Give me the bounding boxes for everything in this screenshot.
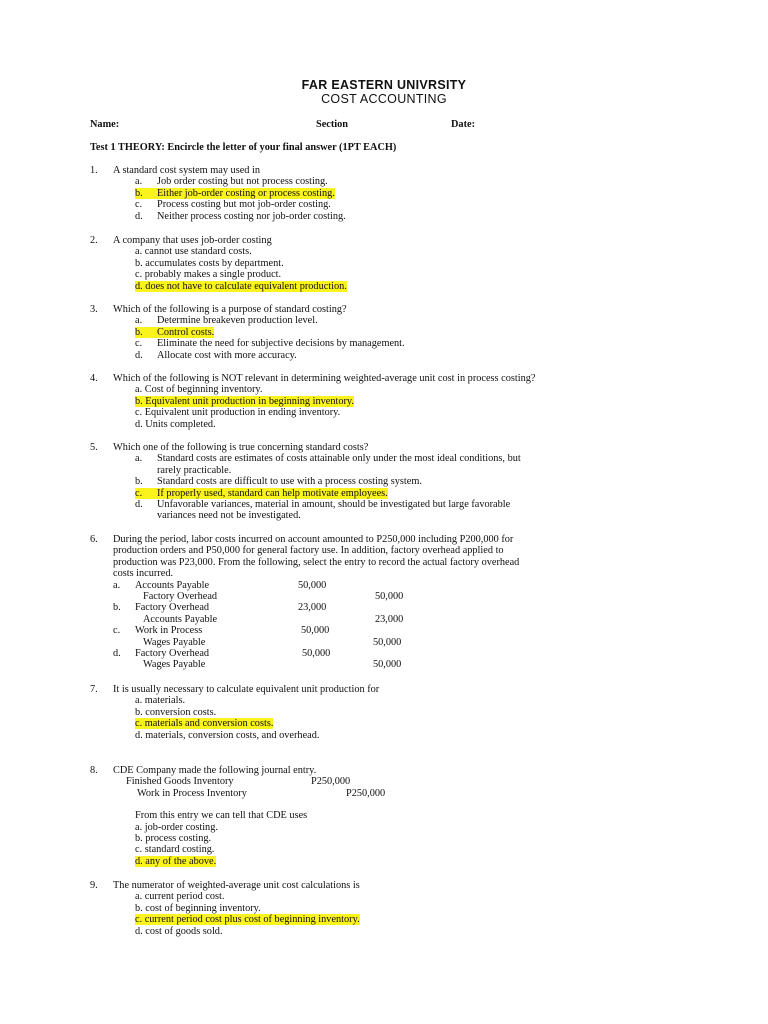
option-b[interactable]: b. conversion costs.: [135, 706, 217, 718]
question-2: [90, 235, 670, 292]
question-number: 8.: [90, 765, 98, 776]
question-text: Which of the following is NOT relevant in determining weighted-average unit cost in process costing?: [113, 373, 536, 384]
question-5: [90, 442, 670, 522]
journal-debit-line: Finished Goods Inventory P250,000: [126, 776, 351, 788]
question-6: [90, 534, 670, 671]
option-b[interactable]: b. Standard costs are difficult to use with a process costing system.: [135, 476, 422, 488]
option-b[interactable]: b. Either job-order costing or process costing.: [135, 187, 335, 199]
option-b[interactable]: b. process costing.: [135, 833, 212, 844]
question-number: 1.: [90, 165, 98, 176]
option-c[interactable]: c. Eliminate the need for subjective decisions by management.: [135, 338, 405, 350]
option-d[interactable]: d. Allocate cost with more accuracy.: [135, 349, 297, 361]
option-a[interactable]: a. Job order costing but not process costing.: [135, 176, 328, 188]
option-a[interactable]: a. materials.: [135, 695, 186, 707]
question-subtext: From this entry we can tell that CDE uses: [135, 810, 308, 822]
question-1: [90, 165, 670, 222]
option-a[interactable]: a. Determine breakeven production level.: [135, 315, 318, 327]
option-b[interactable]: b. accumulates costs by department.: [135, 257, 284, 269]
entry-option-a[interactable]: a. Accounts Payable 50,000 Factory Overhead 50,000: [113, 579, 404, 603]
test-instruction: Test 1 THEORY: Encircle the letter of your final answer (1PT EACH): [90, 142, 397, 153]
question-number: 3.: [90, 304, 98, 315]
question-3: [90, 304, 670, 361]
option-b[interactable]: b. Equivalent unit production in beginning inventory.: [135, 395, 354, 407]
school-title: FAR EASTERN UNIVRSITY: [301, 78, 467, 92]
date-label: Date:: [451, 119, 476, 130]
option-d[interactable]: d. Neither process costing nor job-order costing.: [135, 210, 346, 222]
question-text: A company that uses job-order costing: [113, 235, 272, 246]
question-number: 4.: [90, 373, 98, 384]
option-d[interactable]: d. Units completed.: [135, 418, 216, 430]
option-d[interactable]: d. cost of goods sold.: [135, 925, 223, 937]
name-label: Name:: [90, 119, 120, 130]
option-a[interactable]: a. job-order costing.: [135, 821, 218, 833]
question-text: A standard cost system may used in: [113, 165, 260, 176]
question-9: [90, 880, 670, 937]
entry-option-d[interactable]: d. Factory Overhead 50,000 Wages Payable 50,000: [113, 647, 402, 671]
option-d-continued: variances need not be investigated.: [157, 510, 301, 522]
option-a[interactable]: a. cannot use standard costs.: [135, 246, 252, 258]
question-text-line-2: production orders and P50,000 for general factory use. In addition, factory overhead applied to: [113, 545, 504, 557]
question-number: 9.: [90, 880, 98, 891]
question-number: 2.: [90, 235, 98, 246]
question-7: [90, 684, 670, 741]
question-text: Which of the following is a purpose of standard costing?: [113, 304, 347, 315]
subject-title: COST ACCOUNTING: [321, 92, 447, 106]
option-c[interactable]: c. If properly used, standard can help motivate employees.: [135, 487, 388, 499]
question-number: 5.: [90, 442, 98, 453]
option-c[interactable]: c. current period cost plus cost of beginning inventory.: [135, 914, 360, 926]
entry-option-c[interactable]: c. Work in Process 50,000 Wages Payable 50,000: [113, 625, 402, 648]
option-b[interactable]: b. cost of beginning inventory.: [135, 902, 261, 914]
question-text: CDE Company made the following journal entry.: [113, 765, 317, 776]
question-number: 6.: [90, 534, 98, 545]
question-text-line-4: costs incurred.: [113, 568, 174, 580]
option-c[interactable]: c. standard costing.: [135, 844, 215, 856]
question-text: Which one of the following is true concerning standard costs?: [113, 442, 369, 453]
question-text-line-1: During the period, labor costs incurred on account amounted to P250,000 including P200,000 for: [113, 534, 514, 545]
option-a[interactable]: a. current period cost.: [135, 891, 225, 903]
option-d[interactable]: d. does not have to calculate equivalent production.: [135, 280, 347, 292]
question-4: [90, 373, 670, 430]
option-d[interactable]: d. materials, conversion costs, and overhead.: [135, 729, 320, 741]
question-text-line-3: production was P23,000. From the following, select the entry to record the actual factory overhead: [113, 556, 520, 568]
journal-credit-line: Work in Process Inventory P250,000: [137, 787, 386, 799]
question-number: 7.: [90, 684, 98, 695]
section-label: Section: [316, 119, 349, 130]
option-a[interactable]: a. Cost of beginning inventory.: [135, 384, 263, 396]
option-d[interactable]: d. any of the above.: [135, 855, 217, 867]
option-d[interactable]: d. Unfavorable variances, material in amount, should be investigated but large favorable: [135, 499, 511, 511]
option-c[interactable]: c. Process costing but mot job-order costing.: [135, 199, 331, 211]
option-c[interactable]: c. Equivalent unit production in ending inventory.: [135, 407, 341, 419]
question-text: It is usually necessary to calculate equivalent unit production for: [113, 684, 380, 695]
option-c[interactable]: c. materials and conversion costs.: [135, 718, 274, 730]
option-c[interactable]: c. probably makes a single product.: [135, 269, 282, 281]
entry-option-b[interactable]: b. Factory Overhead 23,000 Accounts Payable 23,000: [113, 602, 404, 625]
question-text: The numerator of weighted-average unit cost calculations is: [113, 880, 360, 891]
question-8: [90, 765, 670, 867]
option-a[interactable]: a. Standard costs are estimates of costs attainable only under the most ideal conditions, but: [135, 453, 521, 465]
option-a-continued: rarely practicable.: [157, 464, 232, 476]
option-b[interactable]: b. Control costs.: [135, 326, 215, 338]
